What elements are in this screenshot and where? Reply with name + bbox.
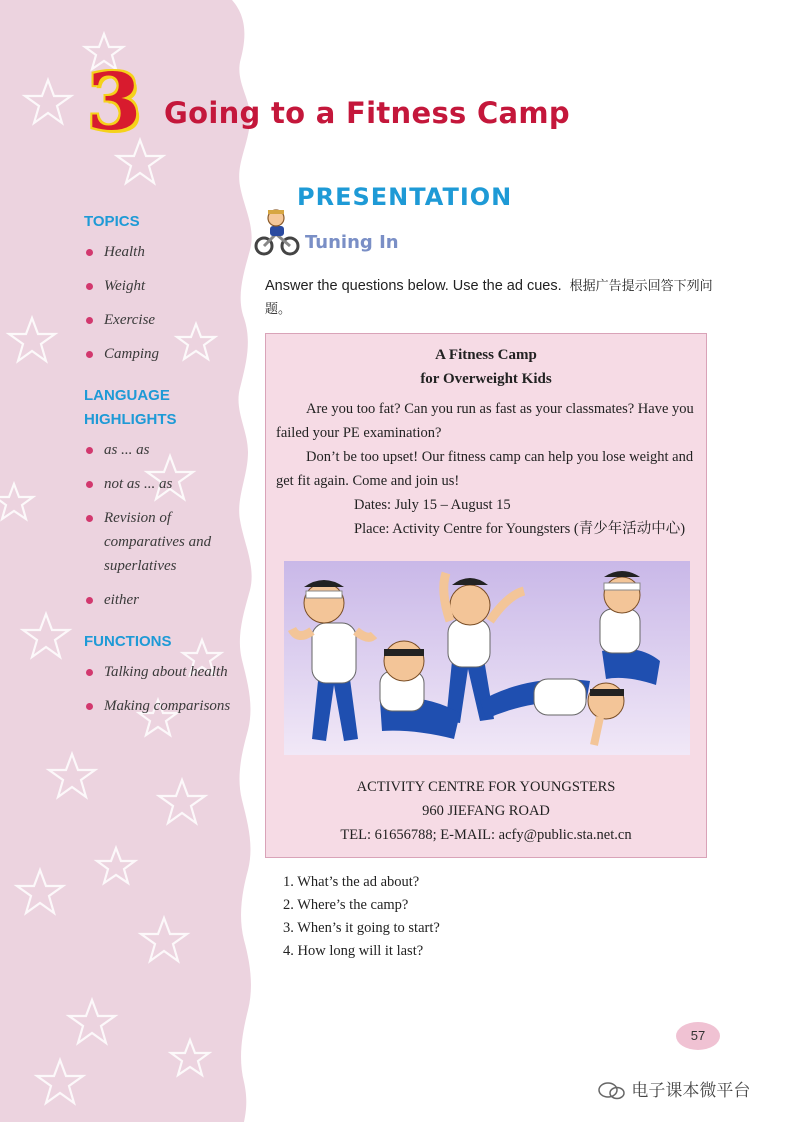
ad-footer-line: 960 JIEFANG ROAD [422,803,550,819]
sidebar-item: either [84,588,264,612]
question-item: 3. When’s it going to start? [283,920,440,936]
sidebar-section-language [84,384,264,612]
sidebar-item: Weight [84,274,264,298]
question-list [283,871,440,963]
bullet-icon [86,669,93,676]
subsection-title: Tuning In [305,232,399,253]
ad-footer-line: ACTIVITY CENTRE FOR YOUNGSTERS [356,779,616,795]
sidebar-item: Camping [84,342,264,366]
ad-dates: Dates: July 15 – August 15 [354,497,511,513]
watermark-text: 电子课本微平台 [631,1081,751,1101]
ad-place: Place: Activity Centre for Youngsters (青少年活动中心) [354,521,686,537]
exercising-kids-illustration [284,561,690,755]
sidebar-item: Exercise [84,308,264,332]
advertisement [265,333,707,858]
sidebar-item: Revision of comparatives and superlatives [84,506,234,578]
sidebar-item: Making comparisons [84,694,264,718]
bullet-icon [86,317,93,324]
wechat-icon [598,1081,626,1101]
sidebar-item: not as ... as [84,472,264,496]
sidebar-section-functions [84,630,264,718]
sidebar [84,210,264,736]
sidebar-heading: LANGUAGE HIGHLIGHTS [84,387,177,428]
sidebar-heading: FUNCTIONS [84,633,172,650]
sidebar-item: as ... as [84,438,264,462]
bullet-icon [86,515,93,522]
question-item: 4. How long will it last? [283,943,424,959]
question-item: 2. Where’s the camp? [283,897,409,913]
bullet-icon [86,481,93,488]
ad-title: A Fitness Camp for Overweight Kids [420,347,552,387]
sidebar-section-topics [84,210,264,366]
bullet-icon [86,351,93,358]
bullet-icon [86,249,93,256]
question-item: 1. What’s the ad about? [283,874,420,890]
instruction [265,275,715,321]
bullet-icon [86,283,93,290]
bullet-icon [86,597,93,604]
ad-paragraph: Don’t be too upset! Our fitness camp can help you lose weight and get fit again. Come and join us! [276,449,694,489]
sidebar-item: Health [84,240,264,264]
page-number: 57 [676,1022,720,1050]
ad-footer-line: TEL: 61656788; E-MAIL: acfy@public.sta.net.cn [340,827,632,843]
instruction-en: Answer the questions below. Use the ad cues. [265,278,562,294]
watermark [598,1076,750,1101]
bullet-icon [86,447,93,454]
section-label: PRESENTATION [297,183,513,211]
instruction-cn: 根据广告提示回答下列问题。 [265,279,713,317]
sidebar-heading: TOPICS [84,213,140,230]
sidebar-item: Talking about health [84,660,264,684]
chapter-title: Going to a Fitness Camp [164,96,570,130]
mascot-cyclist-icon [252,204,302,256]
chapter-number: 3 [86,57,142,148]
ad-paragraph: Are you too fat? Can you run as fast as your classmates? Have you failed your PE examination? [276,401,694,441]
ad-contact [266,775,706,847]
bullet-icon [86,703,93,710]
